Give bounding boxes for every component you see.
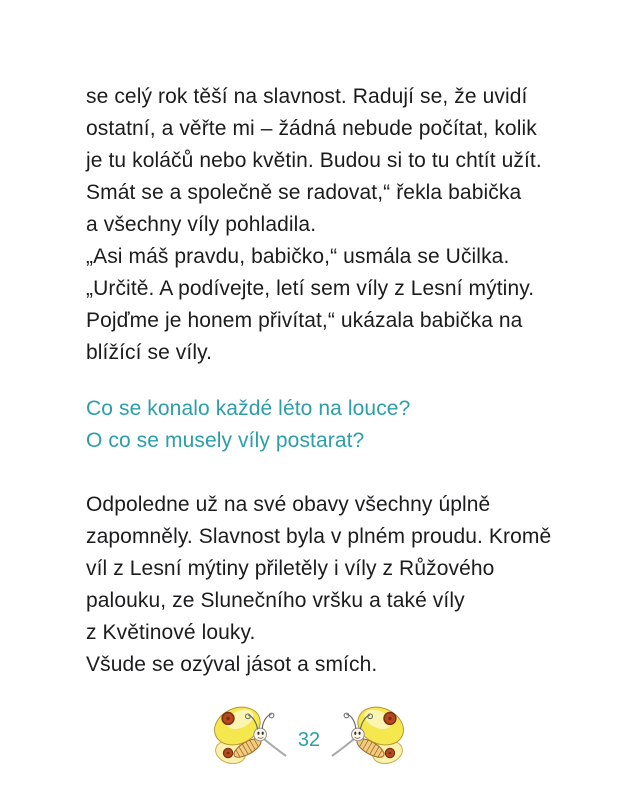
paragraph-1 xyxy=(86,81,546,241)
butterfly-icon xyxy=(330,704,406,770)
question-line: O co se musely víly postarat? xyxy=(86,429,365,452)
comprehension-questions xyxy=(86,393,546,457)
question-line: Co se konalo každé léto na louce? xyxy=(86,397,411,420)
page-number: 32 xyxy=(297,729,321,751)
paragraph-2 xyxy=(86,241,546,369)
text-line: je tu koláčů nebo květin. Budou si to tu chtít užít. xyxy=(86,149,542,172)
text-line: se celý rok těší na slavnost. Radují se, že uvidí xyxy=(86,85,528,108)
text-line: víl z Lesní mýtiny přiletěly i víly z Růžového xyxy=(86,557,495,580)
text-content xyxy=(86,81,552,681)
text-line: „Asi máš pravdu, babičko,“ usmála se Učilka. xyxy=(86,245,510,268)
text-line: zapomněly. Slavnost byla v plném proudu. Kromě xyxy=(86,525,552,548)
text-line: a všechny víly pohladila. xyxy=(86,213,317,236)
text-line: Smát se a společně se radovat,“ řekla babička xyxy=(86,181,522,204)
text-line: Odpoledne už na své obavy všechny úplně xyxy=(86,493,491,516)
text-line: ostatní, a věřte mi – žádná nebude počítat, kolik xyxy=(86,117,537,140)
text-line: „Určitě. A podívejte, letí sem víly z Lesní mýtiny. xyxy=(86,277,535,300)
text-line: palouku, ze Slunečního vršku a také víly xyxy=(86,589,465,612)
text-line: Pojďme je honem přivítat,“ ukázala babička na xyxy=(86,309,523,332)
text-line: blížící se víly. xyxy=(86,341,213,364)
page-footer xyxy=(0,704,618,770)
butterfly-icon xyxy=(212,704,288,770)
text-line: z Květinové louky. xyxy=(86,621,256,644)
paragraph-3 xyxy=(86,489,552,681)
text-line: Všude se ozýval jásot a smích. xyxy=(86,653,378,676)
